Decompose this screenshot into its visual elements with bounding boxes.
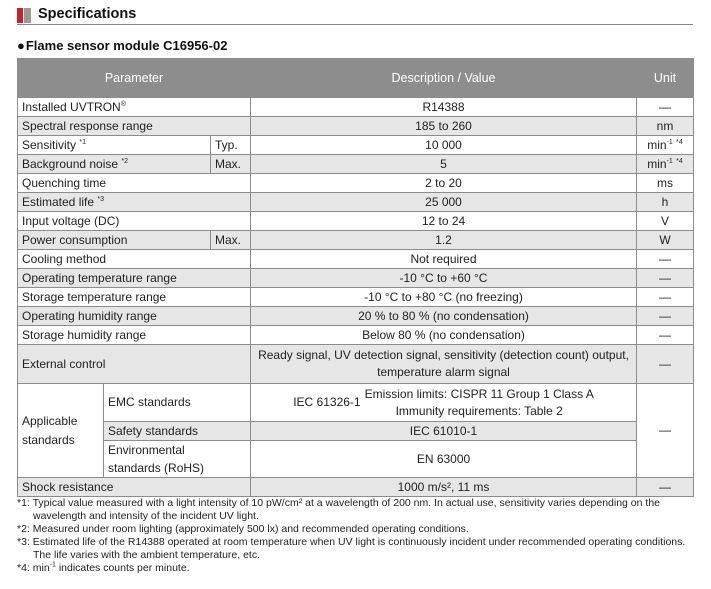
table-row (18, 345, 694, 384)
param-unit: — (637, 288, 694, 307)
param-label: Installed UVTRON® (18, 98, 251, 117)
footnote-4: *4: $\min^{-1}$ indicates counts per minute. (17, 561, 190, 574)
spec-table (17, 58, 694, 497)
param-label: Operating temperature range (18, 269, 251, 288)
table-row (18, 269, 694, 288)
param-label: Operating humidity range (18, 307, 251, 326)
safety-label: Safety standards (104, 422, 251, 441)
table-row (18, 288, 694, 307)
standards-label: Applicable standards (18, 384, 104, 478)
param-unit: W (637, 231, 694, 250)
param-label: Power consumption (18, 231, 211, 250)
param-label: External control (18, 345, 251, 384)
brand-bar-grey (24, 8, 31, 23)
table-row (18, 384, 694, 422)
table-row (18, 193, 694, 212)
param-label: Storage humidity range (18, 326, 251, 345)
param-unit: — (637, 269, 694, 288)
param-unit: — (637, 250, 694, 269)
table-row (18, 478, 694, 497)
table-row (18, 326, 694, 345)
param-label: Storage temperature range (18, 288, 251, 307)
param-value: 10 000 (251, 136, 637, 155)
table-row (18, 136, 694, 155)
param-unit: V (637, 212, 694, 231)
param-value: Not required (251, 250, 637, 269)
footnotes (17, 497, 697, 575)
standards-unit: — (637, 384, 694, 478)
param-unit: ms (637, 174, 694, 193)
param-unit: — (637, 307, 694, 326)
footnote-3: *3: Estimated life of the R14388 operated at room temperature when UV light is continuously incident under recommended operating conditions. (17, 536, 686, 548)
param-unit: — (637, 345, 694, 384)
param-label: Quenching time (18, 174, 251, 193)
table-row (18, 212, 694, 231)
bullet-icon: ● (17, 38, 25, 53)
param-unit: — (637, 326, 694, 345)
param-value: 25 000 (251, 193, 637, 212)
footnote-3-cont: The life varies with the ambient temperature, etc. (33, 549, 261, 561)
param-label: Input voltage (DC) (18, 212, 251, 231)
table-row (18, 98, 694, 117)
table-row (18, 422, 694, 441)
product-title (17, 38, 227, 53)
param-unit: $\min^{-1} ^{*4}$ (637, 136, 694, 155)
table-row (18, 174, 694, 193)
param-value: 5 (251, 155, 637, 174)
param-label: Cooling method (18, 250, 251, 269)
param-value: R14388 (251, 98, 637, 117)
param-value: -10 °C to +60 °C (251, 269, 637, 288)
param-value: 2 to 20 (251, 174, 637, 193)
param-value: 1000 m/s², 11 ms (251, 478, 637, 497)
col-header-unit: Unit (637, 59, 694, 98)
col-header-description: Description / Value (251, 59, 637, 98)
emc-label: EMC standards (104, 384, 251, 422)
table-row (18, 441, 694, 478)
env-value: EN 63000 (251, 441, 637, 478)
param-qualifier: Typ. (211, 136, 251, 155)
section-title: Specifications (38, 6, 137, 22)
table-row (18, 155, 694, 174)
param-unit: nm (637, 117, 694, 136)
param-label: Shock resistance (18, 478, 251, 497)
table-header-row (18, 59, 694, 98)
footnote-1-cont: wavelength and intensity of the incident UV light. (33, 510, 259, 522)
param-value: Ready signal, UV detection signal, sensitivity (detection count) output, temperature alarm signal (251, 345, 637, 384)
emc-code: IEC 61326-1 (293, 395, 361, 409)
param-value: 185 to 260 (251, 117, 637, 136)
param-value: 20 % to 80 % (no condensation) (251, 307, 637, 326)
param-unit: h (637, 193, 694, 212)
footnote-2: *2: Measured under room lighting (approximately 500 lx) and recommended operating conditions. (17, 523, 469, 535)
product-name: Flame sensor module C16956-02 (25, 38, 228, 53)
table-row (18, 250, 694, 269)
param-value: Below 80 % (no condensation) (251, 326, 637, 345)
emc-details: Emission limits: CISPR 11 Group 1 Class A Immunity requirements: Table 2 (364, 386, 594, 418)
param-label: Background noise $^{*2}$ (18, 155, 211, 174)
env-label: Environmental standards (RoHS) (104, 441, 251, 478)
section-header (17, 6, 693, 25)
table-row (18, 117, 694, 136)
param-value: 12 to 24 (251, 212, 637, 231)
param-value: -10 °C to +80 °C (no freezing) (251, 288, 637, 307)
footnote-1: *1: Typical value measured with a light intensity of 10 pW/cm² at a wavelength of 200 nm. In actual use, sensitivity varies depending on the (17, 497, 660, 509)
param-label: Estimated life $^{*3}$ (18, 193, 251, 212)
param-unit: — (637, 98, 694, 117)
table-row (18, 307, 694, 326)
param-qualifier: Max. (211, 155, 251, 174)
table-row (18, 231, 694, 250)
param-unit: — (637, 478, 694, 497)
param-qualifier: Max. (211, 231, 251, 250)
brand-bar-red (17, 8, 23, 23)
col-header-parameter: Parameter (18, 59, 251, 98)
param-label: Sensitivity $^{*1}$ (18, 136, 211, 155)
emc-value (251, 384, 637, 422)
param-value: 1.2 (251, 231, 637, 250)
param-unit: $\min^{-1} ^{*4}$ (637, 155, 694, 174)
param-label: Spectral response range (18, 117, 251, 136)
safety-value: IEC 61010-1 (251, 422, 637, 441)
